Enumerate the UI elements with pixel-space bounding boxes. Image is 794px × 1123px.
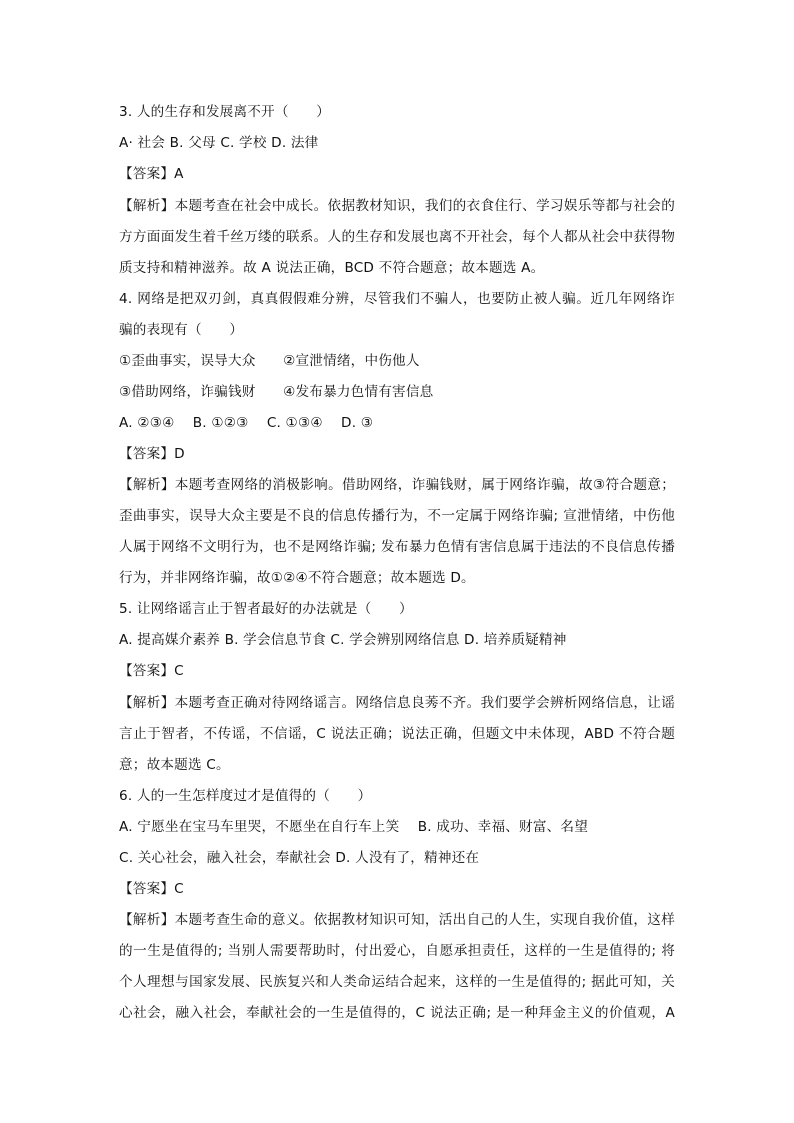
question-4-answer: 【答案】D [119,446,185,462]
question-6-answer: 【答案】C [119,881,184,897]
question-5: 5. 让网络谣言止于智者最好的办法就是（ ） [119,601,413,617]
question-4-items: ①歪曲事实，误导大众 ②宣泄情绪，中伤他人 [119,353,420,369]
question-4-analysis-line: 人属于网络不文明行为，也不是网络诈骗; 发布暴力色情有害信息属于违法的不良信息传播 [119,539,675,555]
question-4-analysis-line: 行为，并非网络诈骗，故①②④不符合题意；故本题选 D。 [119,570,475,586]
question-6-options: A. 宁愿坐在宝马车里哭，不愿坐在自行车上笑 B. 成功、幸福、财富、名望 [119,819,588,835]
question-3-analysis-line: 质支持和精神滋养。故 A 说法正确，BCD 不符合题意；故本题选 A。 [119,260,545,276]
question-5-options: A. 提高媒介素养 B. 学会信息节食 C. 学会辨别网络信息 D. 培养质疑精神 [119,632,567,648]
question-4-analysis-line: 【解析】本题考查网络的消极影响。借助网络，诈骗钱财，属于网络诈骗，故③符合题意； [119,477,675,493]
question-4-options: A. ②③④ B. ①②③ C. ①③④ D. ③ [119,415,374,431]
question-6-analysis-line: 的一生是值得的; 当别人需要帮助时，付出爱心，自愿承担责任，这样的一生是值得的; 将 [119,943,675,959]
question-3-analysis-line: 【解析】本题考查在社会中成长。依据教材知识，我们的衣食住行、学习娱乐等都与社会的 [119,198,675,214]
question-3: 3. 人的生存和发展离不开（ ） [119,104,331,120]
question-6-options: C. 关心社会，融入社会，奉献社会 D. 人没有了，精神还在 [119,850,480,866]
question-4-items: ③借助网络，诈骗钱财 ④发布暴力色情有害信息 [119,384,434,400]
question-4-analysis-line: 歪曲事实，误导大众主要是不良的信息传播行为，不一定属于网络诈骗; 宣泄情绪，中伤他 [119,508,675,524]
question-5-analysis-line: 言止于智者，不传谣，不信谣，C 说法正确；说法正确，但题文中未体现，ABD 不符合题 [119,726,675,742]
question-4-line: 骗的表现有（ ） [119,322,244,338]
question-5-answer: 【答案】C [119,663,184,679]
question-5-analysis-line: 意；故本题选 C。 [119,757,230,773]
question-5-analysis-line: 【解析】本题考查正确对待网络谣言。网络信息良莠不齐。我们要学会辨析网络信息，让谣 [119,695,675,711]
question-6: 6. 人的一生怎样度过才是值得的（ ） [119,788,372,804]
question-3-analysis-line: 方方面面发生着千丝万缕的联系。人的生存和发展也离不开社会，每个人都从社会中获得物 [119,229,675,245]
question-4: 4. 网络是把双刃剑，真真假假难分辨，尽管我们不骗人，也要防止被人骗。近几年网络诈 [119,291,675,307]
question-6-analysis-line: 【解析】本题考查生命的意义。依据教材知识可知，活出自己的人生，实现自我价值，这样 [119,912,675,928]
question-3-answer: 【答案】A [119,166,184,182]
question-6-analysis-line: 心社会，融入社会，奉献社会的一生是值得的，C 说法正确; 是一种拜金主义的价值观，A [119,1005,675,1021]
question-3-options: A· 社会 B. 父母 C. 学校 D. 法律 [119,135,319,151]
question-6-analysis-line: 个人理想与国家发展、民族复兴和人类命运结合起来，这样的一生是值得的; 据此可知，关 [119,974,675,990]
